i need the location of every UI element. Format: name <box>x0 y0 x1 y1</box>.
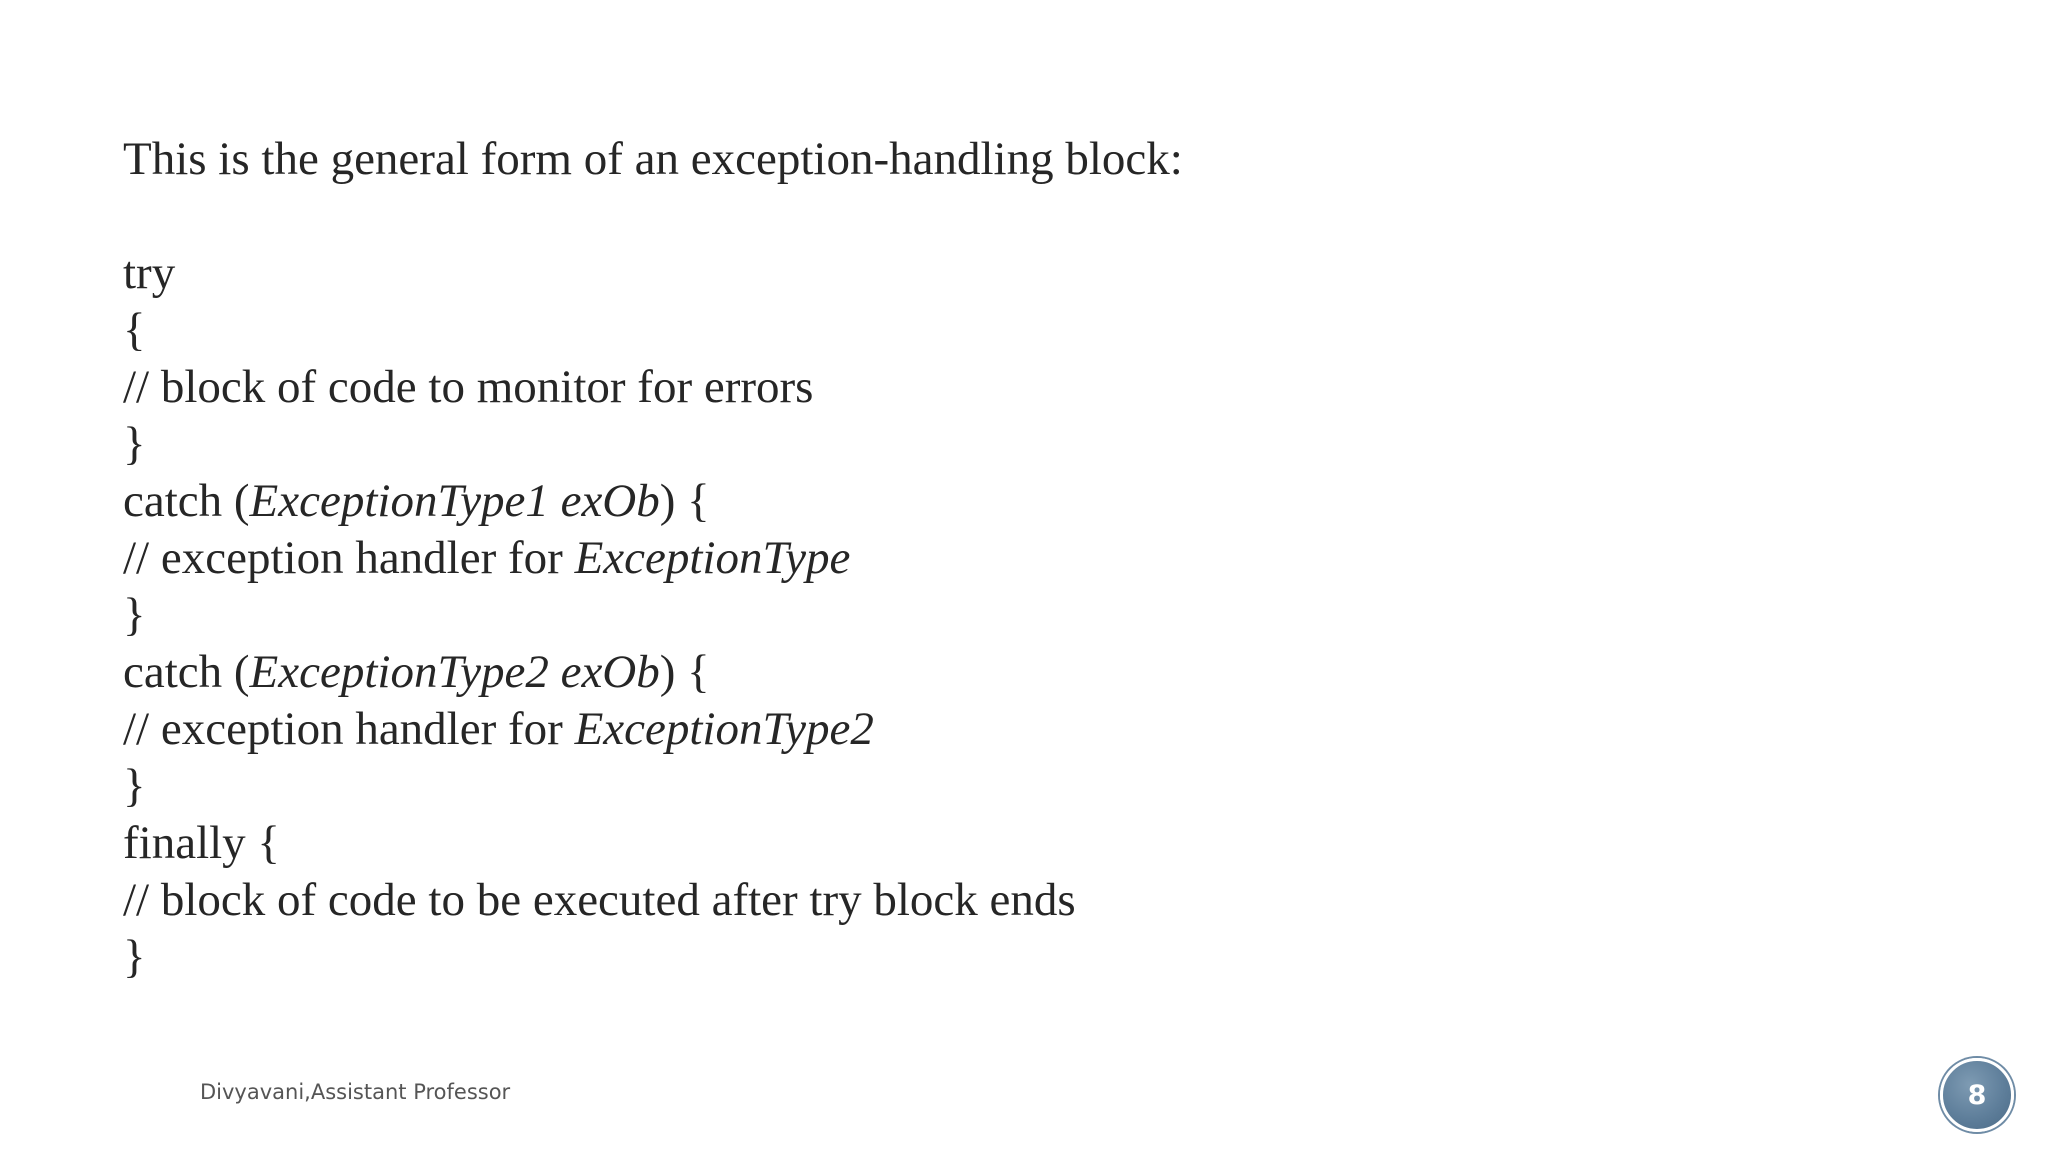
page-number-badge <box>1940 1058 2014 1132</box>
code-segment-italic: ExceptionType2 <box>574 703 874 755</box>
code-segment: try <box>123 247 176 299</box>
code-segment: ) { <box>659 646 710 698</box>
code-segment: // exception handler for <box>123 532 575 584</box>
code-line <box>123 701 1183 758</box>
code-segment: catch ( <box>123 475 250 527</box>
code-segment: } <box>123 418 146 470</box>
slide-heading: This is the general form of an exception-handling block: <box>123 133 1183 185</box>
code-segment: // exception handler for <box>123 703 575 755</box>
code-line <box>123 302 1183 359</box>
code-line <box>123 245 1183 302</box>
code-segment: // block of code to be executed after try block ends <box>123 874 1076 926</box>
code-line <box>123 587 1183 644</box>
code-segment: { <box>123 304 146 356</box>
code-line <box>123 644 1183 701</box>
code-segment: ) { <box>659 475 710 527</box>
code-line <box>123 530 1183 587</box>
code-segment: } <box>123 760 146 812</box>
code-segment: finally { <box>123 817 280 869</box>
code-line <box>123 815 1183 872</box>
code-block <box>123 245 1183 986</box>
code-segment-italic: ExceptionType2 exOb <box>249 646 660 698</box>
code-line <box>123 929 1183 986</box>
code-line <box>123 473 1183 530</box>
code-segment: } <box>123 589 146 641</box>
slide-content <box>123 131 1183 986</box>
code-line <box>123 359 1183 416</box>
footer-author: Divyavani,Assistant Professor <box>200 1080 511 1104</box>
code-segment: // block of code to monitor for errors <box>123 361 814 413</box>
code-line <box>123 872 1183 929</box>
code-segment-italic: ExceptionType <box>574 532 851 584</box>
code-segment: catch ( <box>123 646 250 698</box>
code-segment: } <box>123 931 146 983</box>
code-segment-italic: ExceptionType1 exOb <box>249 475 660 527</box>
code-line <box>123 758 1183 815</box>
code-line <box>123 416 1183 473</box>
page-number: 8 <box>1967 1079 1987 1111</box>
